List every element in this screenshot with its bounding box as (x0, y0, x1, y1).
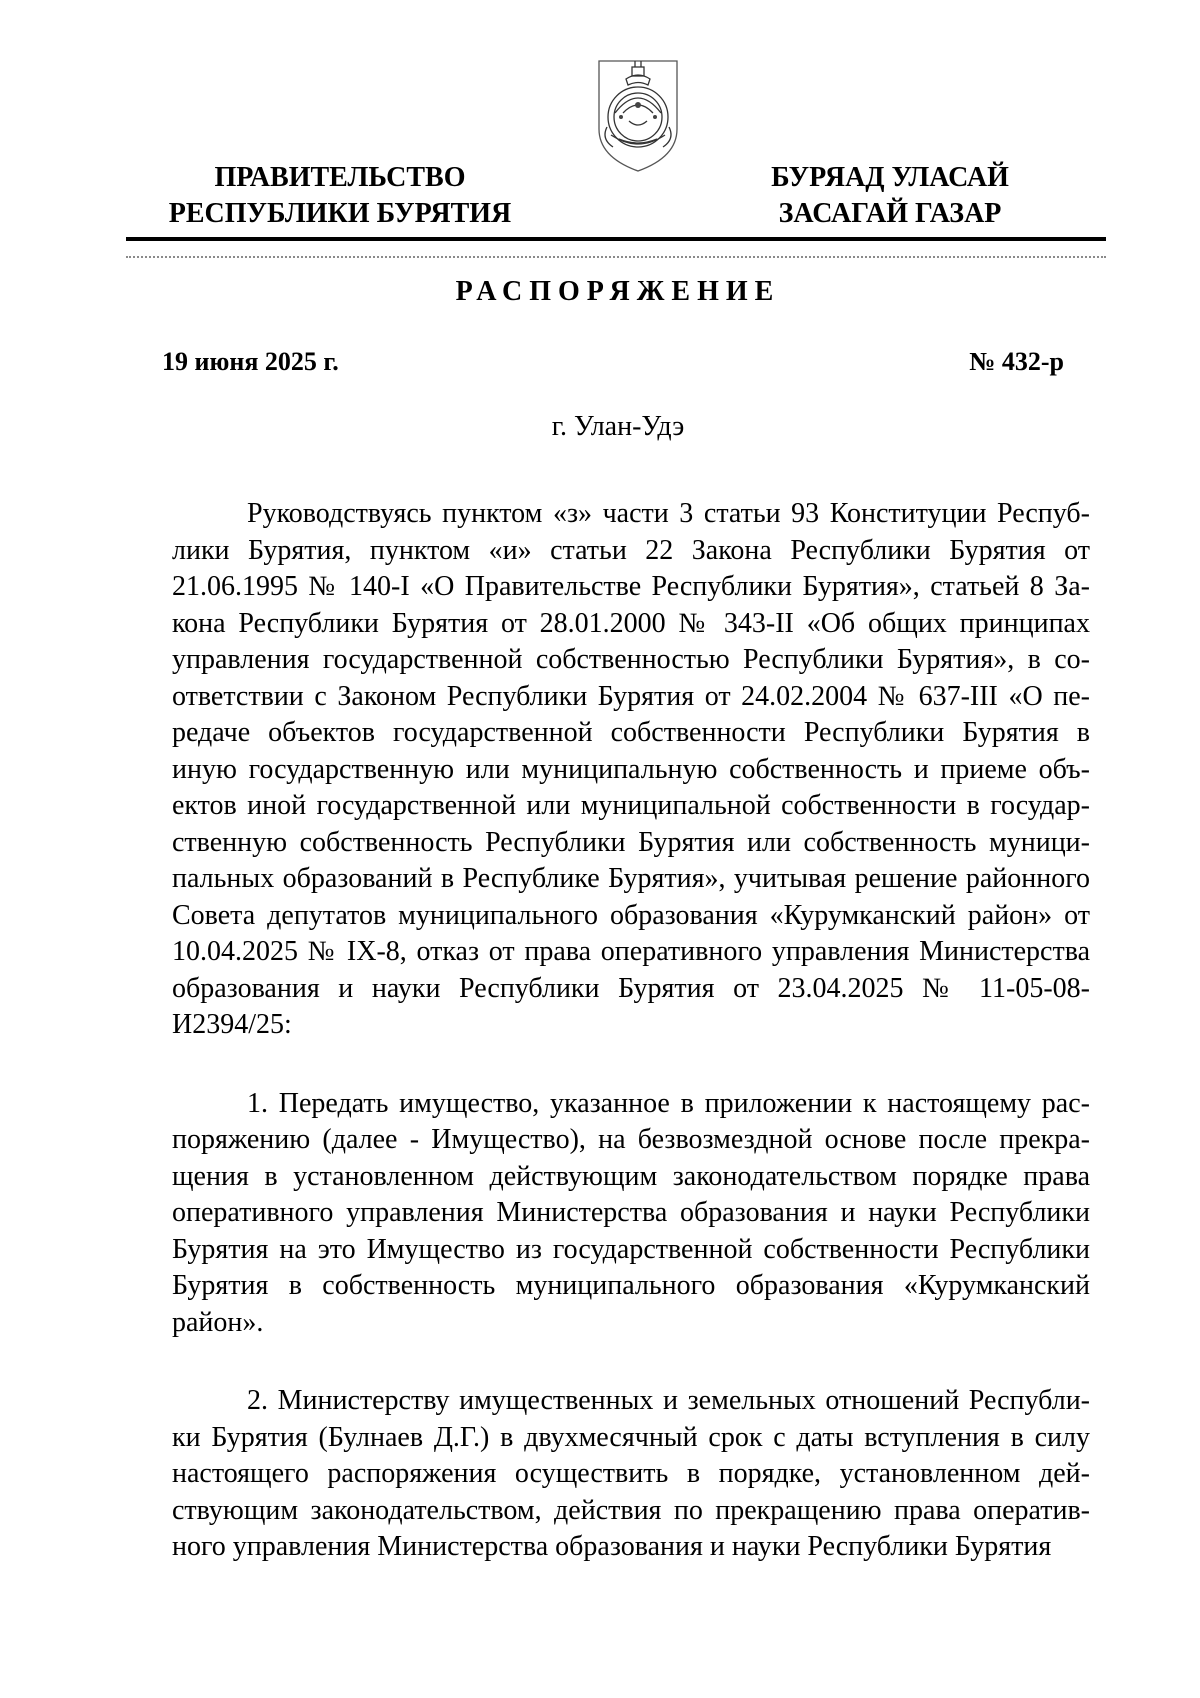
item-2-paragraph: 2. Министерству имущественных и земельных отношений Республики Бурятия (Булнаев Д.Г.) в двухмесячный срок с даты вступления в силу настоящего распоряжения осуществить в порядке, установленном действующим законодательством, действия по прекращению права оперативного управления Министерства образования и науки Республики Бурятия (172, 1385, 1090, 1562)
org-name-russian (150, 160, 530, 232)
item-1-paragraph: 1. Передать имущество, указанное в приложении к настоящему распоряжению (далее - Имущество), на безвозмездной основе после прекращения в установленном действующим законодательством порядке права оперативного управления Министерства образования и науки Республики Бурятия на это Имущество из государственной собственности Республики Бурятия в собственность муниципального образования «Курумканский район». (172, 1087, 1090, 1338)
document-body (172, 496, 1090, 1566)
preamble-paragraph: Руководствуясь пунктом «з» части 3 статьи 93 Конституции Республики Бурятия, пунктом «и» статьи 22 Закона Республики Бурятия от 21.06.1995 № 140-I «О Правительстве Республики Бурятия», статьей 8 Закона Республики Бурятия от 28.01.2000 № 343-II «Об общих принципах управления государственной собственностью Республики Бурятия», в соответствии с Законом Республики Бурятия от 24.02.2004 № 637-III «О передаче объектов государственной собственности Республики Бурятия в иную государственную или муниципальную собственность и приеме объектов иной государственной или муниципальной собственности в государственную собственность Республики Бурятия или собственность муниципальных образований в Республике Бурятия», учитывая решение районного Совета депутатов муниципального образования «Курумканский район» от 10.04.2025 № IX-8, отказ от права оперативного управления Министерства образования и науки Республики Бурятия от 23.04.2025 № 11-05-08-И2394/25: (172, 498, 1090, 1040)
org-name-buryat (745, 160, 1035, 232)
document-city: г. Улан-Удэ (551, 411, 685, 442)
org-name-russian-line2: РЕСПУБЛИКИ БУРЯТИЯ (168, 198, 512, 229)
org-name-buryat-line2: ЗАСАГАЙ ГАЗАР (778, 198, 1002, 229)
org-name-russian-line1: ПРАВИТЕЛЬСТВО (214, 162, 466, 193)
org-name-buryat-line1: БУРЯАД УЛАСАЙ (771, 162, 1009, 193)
coat-of-arms-icon (593, 55, 683, 175)
header-divider-thin (126, 256, 1106, 258)
document-date: 19 июня 2025 г. (162, 347, 339, 376)
document-number: № 432-р (969, 347, 1064, 376)
document-title: РАСПОРЯЖЕНИЕ (455, 276, 781, 307)
header-divider-thick (126, 237, 1106, 241)
